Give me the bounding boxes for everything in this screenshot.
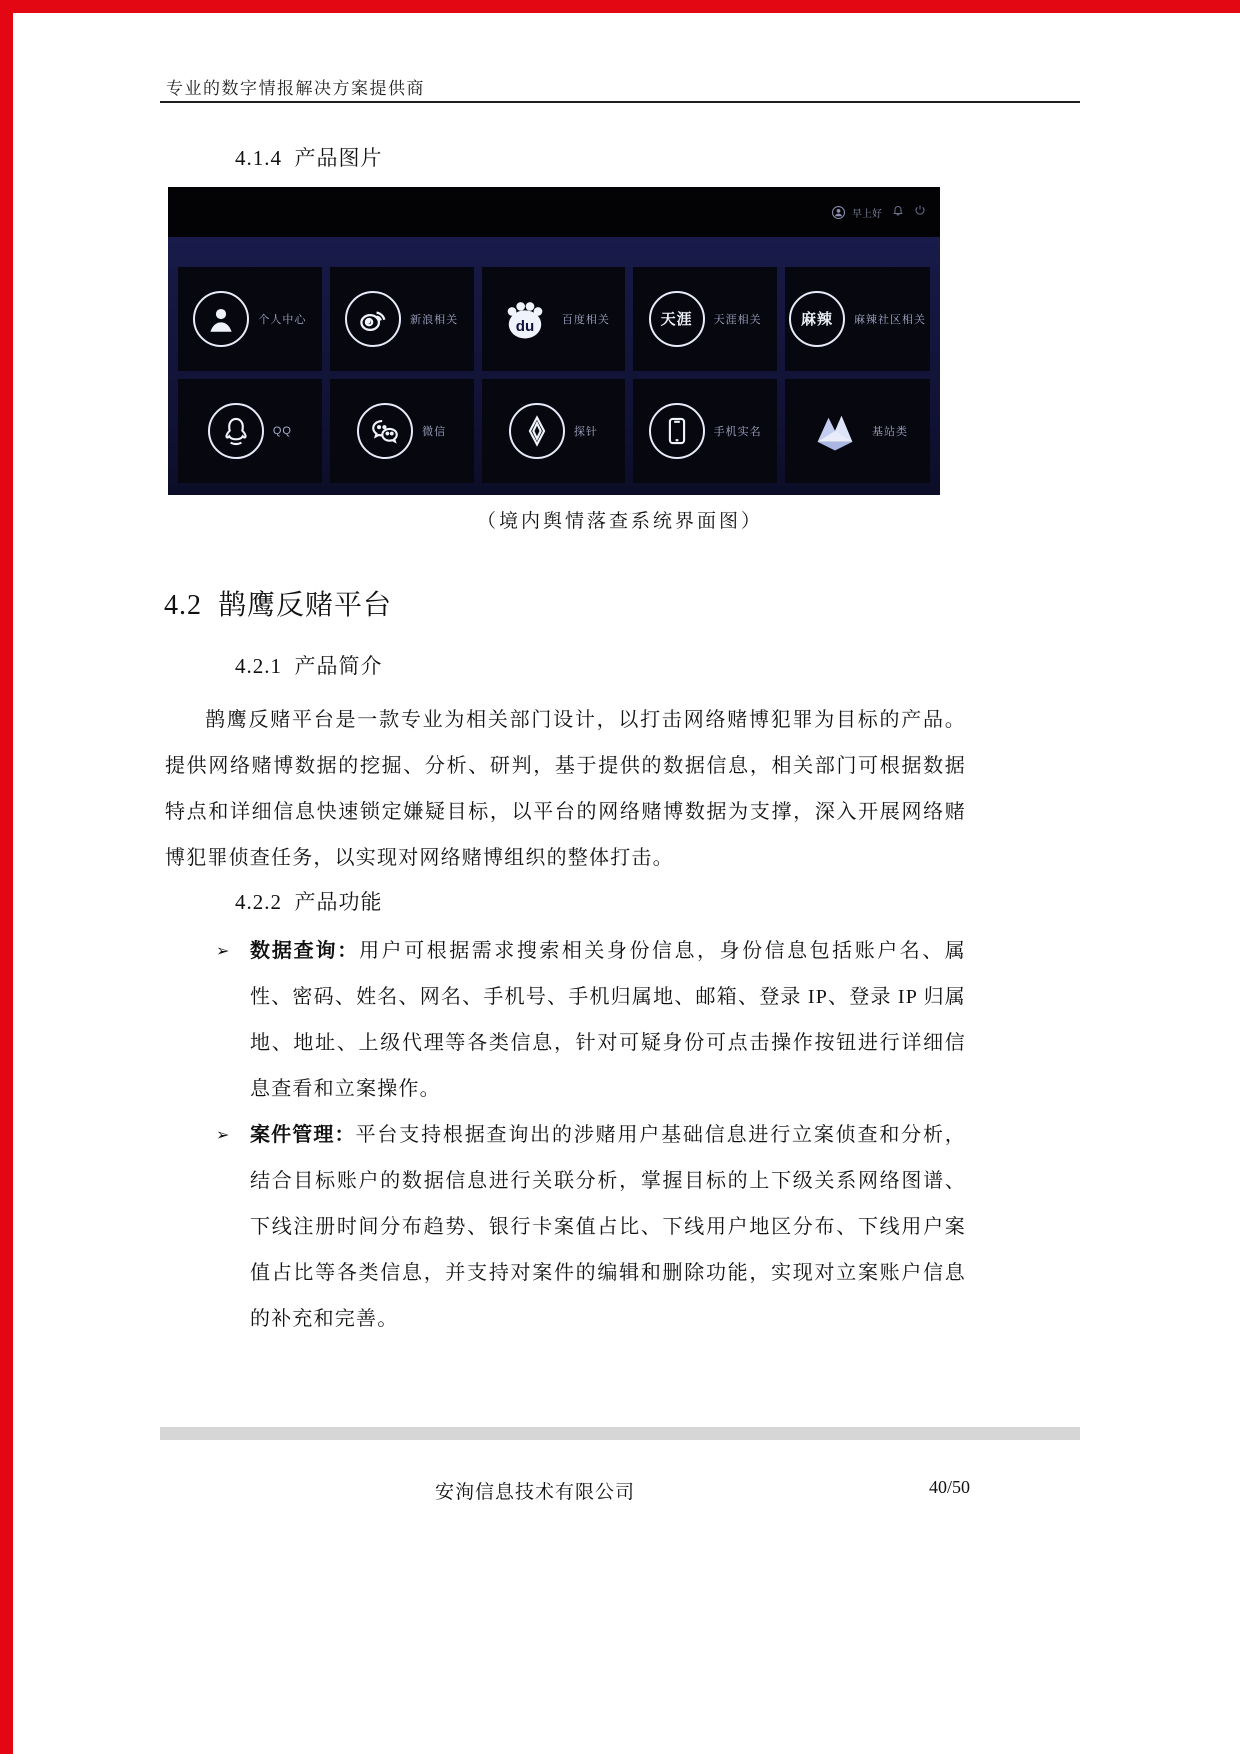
list-item-text bbox=[250, 928, 966, 1112]
qq-penguin-icon bbox=[208, 403, 264, 459]
list-item-text bbox=[250, 1112, 966, 1342]
list-item-body: 平台支持根据查询出的涉赌用户基础信息进行立案侦查和分析，结合目标账户的数据信息进行关联分析，掌握目标的上下级关系网络图谱、下线注册时间分布趋势、银行卡案值占比、下线用户地区分布、下线用户案值占比等各类信息，并支持对案件的编辑和删除功能，实现对立案账户信息的补充和完善。 bbox=[250, 1124, 966, 1330]
page-header-title: 专业的数字情报解决方案提供商 bbox=[166, 79, 425, 98]
tile-wechat bbox=[330, 379, 474, 483]
topbar-greeting: 早上好 bbox=[852, 208, 882, 220]
footer-divider-band bbox=[160, 1427, 1080, 1440]
list-item-lead: 数据查询： bbox=[250, 940, 360, 962]
list-item-data-query bbox=[216, 928, 966, 1112]
tile-label: 麻辣社区相关 bbox=[854, 314, 926, 326]
topbar-user-area bbox=[832, 205, 882, 220]
footer-company: 安洵信息技术有限公司 bbox=[434, 1482, 635, 1503]
weibo-icon bbox=[345, 291, 401, 347]
image-caption: （境内舆情落查系统界面图） bbox=[476, 511, 763, 532]
tile-label: 天涯相关 bbox=[713, 314, 762, 326]
page-border-top bbox=[0, 0, 1240, 13]
tile-baidu bbox=[482, 267, 626, 371]
baidu-paw-icon bbox=[497, 291, 553, 347]
probe-icon bbox=[509, 403, 565, 459]
bell-icon bbox=[892, 203, 904, 221]
section-4-2-heading: 4.2 鹊鹰反赌平台 bbox=[164, 590, 393, 621]
arrow-bullet-icon: ➢ bbox=[216, 941, 230, 960]
screenshot-topbar bbox=[168, 187, 940, 237]
arrow-bullet-icon: ➢ bbox=[216, 1125, 230, 1144]
list-item-body: 用户可根据需求搜索相关身份信息，身份信息包括账户名、属性、密码、姓名、网名、手机号、手机归属地、邮箱、登录 IP、登录 IP 归属地、地址、上级代理等各类信息，针对可疑身份可点击操作按钮进行详细信息查看和立案操作。 bbox=[250, 940, 967, 1100]
tile-tianya bbox=[633, 267, 777, 371]
basestation-crystal-icon bbox=[807, 403, 863, 459]
tile-probe bbox=[482, 379, 626, 483]
section-4-1-4-heading: 4.1.4 产品图片 bbox=[235, 146, 383, 170]
svg-text:du: du bbox=[515, 318, 535, 336]
tile-label: 新浪相关 bbox=[410, 314, 459, 326]
page-border-left bbox=[0, 0, 13, 1754]
tile-label: 基站类 bbox=[872, 426, 908, 438]
tile-qq bbox=[178, 379, 322, 483]
user-icon bbox=[193, 291, 249, 347]
product-intro-paragraph: 鹊鹰反赌平台是一款专业为相关部门设计，以打击网络赌博犯罪为目标的产品。提供网络赌博数据的挖掘、分析、研判，基于提供的数据信息，相关部门可根据数据特点和详细信息快速锁定嫌疑目标，以平台的网络赌博数据为支撑，深入开展网络赌博犯罪侦查任务，以实现对网络赌博组织的整体打击。 bbox=[165, 709, 966, 869]
tile-personal-center bbox=[178, 267, 322, 371]
list-item-lead: 案件管理： bbox=[250, 1124, 356, 1146]
feature-list bbox=[216, 928, 966, 1342]
tile-label: 探针 bbox=[573, 426, 598, 438]
header-rule bbox=[160, 101, 1080, 103]
tile-phone-realname bbox=[633, 379, 777, 483]
section-4-2-1-heading: 4.2.1 产品简介 bbox=[235, 654, 383, 678]
list-item-case-management bbox=[216, 1112, 966, 1342]
avatar-icon bbox=[832, 206, 845, 219]
mala-logo-icon: 麻辣 bbox=[789, 291, 845, 347]
screenshot-tile-grid bbox=[178, 267, 930, 483]
tile-label: QQ bbox=[272, 425, 292, 437]
wechat-icon bbox=[357, 403, 413, 459]
tile-label: 手机实名 bbox=[713, 426, 762, 438]
tianya-logo-icon: 天涯 bbox=[649, 291, 705, 347]
tile-label: 个人中心 bbox=[258, 314, 307, 326]
tile-mala bbox=[785, 267, 930, 371]
tile-label: 百度相关 bbox=[561, 314, 610, 326]
tile-basestation bbox=[785, 379, 930, 483]
tile-label: 微信 bbox=[422, 426, 447, 438]
phone-icon bbox=[649, 403, 705, 459]
power-icon bbox=[914, 203, 926, 221]
footer-page-number: 40/50 bbox=[928, 1477, 970, 1497]
section-4-2-2-heading: 4.2.2 产品功能 bbox=[235, 890, 383, 914]
tile-sina bbox=[330, 267, 474, 371]
product-screenshot bbox=[168, 187, 940, 495]
